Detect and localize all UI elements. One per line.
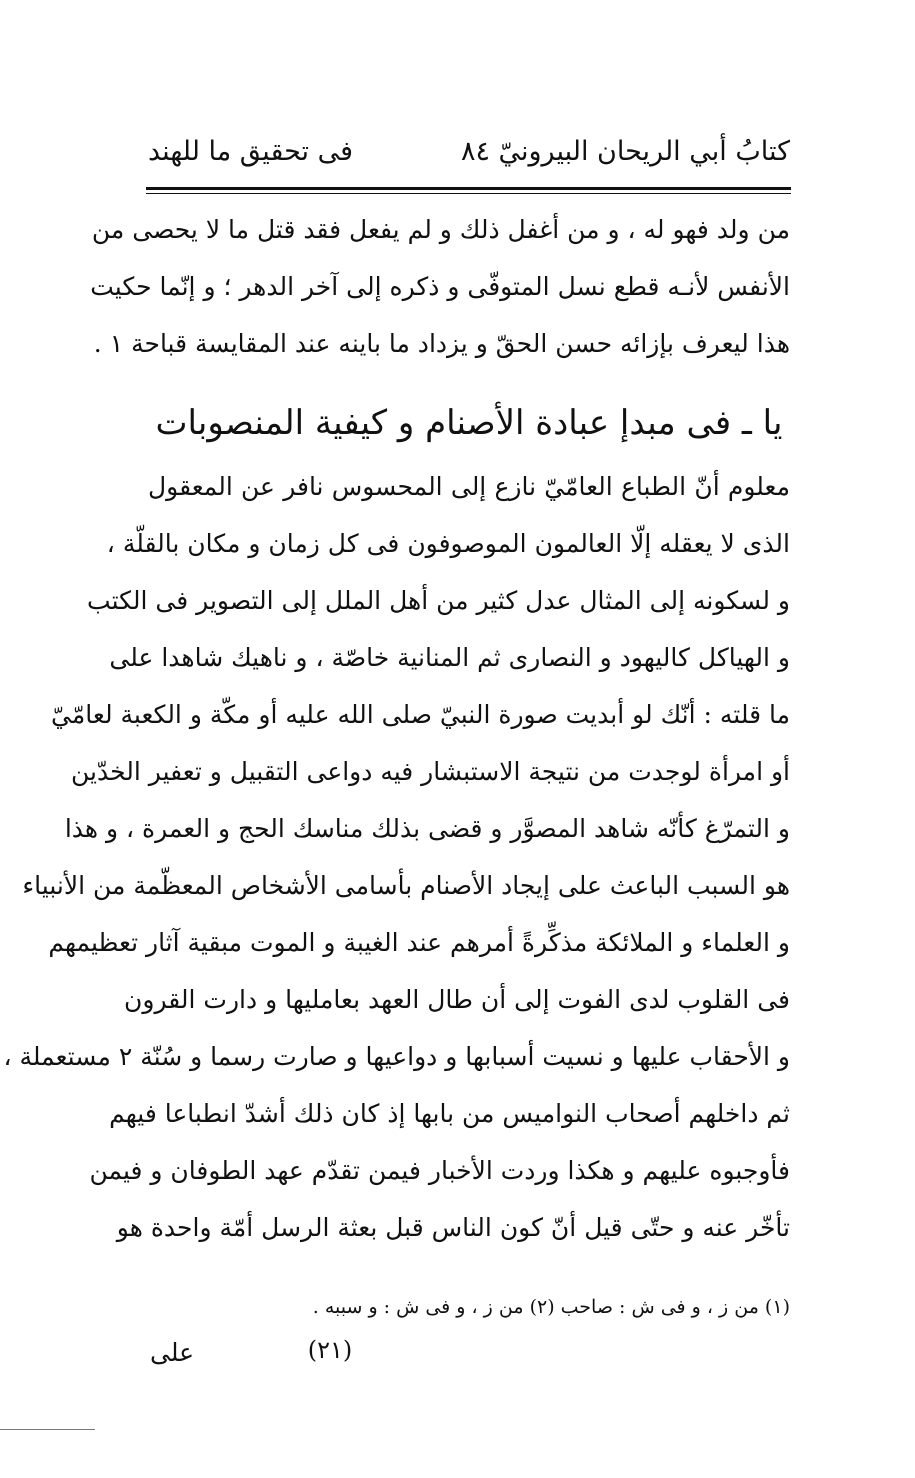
- text-line: و الهياكل كاليهود و النصارى ثم المنانية خاصّة ، و ناهيك شاهدا على: [109, 643, 790, 672]
- text-line: فأوجبوه عليهم و هكذا وردت الأخبار فيمن تقدّم عهد الطوفان و فيمن: [89, 1156, 790, 1185]
- page-edge-line: [0, 1429, 95, 1430]
- text-line: الذى لا يعقله إلّا العالمون الموصوفون فى كل زمان و مكان بالقلّة ،: [106, 529, 790, 558]
- running-head-book-title: كتابُ أبي الريحان البيرونيّ: [498, 136, 790, 167]
- text-line: تأخّر عنه و حتّى قيل أنّ كون الناس قبل بعثة الرسل أمّة واحدة هو: [116, 1213, 790, 1242]
- page-number: ٨٤: [460, 136, 490, 167]
- running-head-subtitle: فى تحقيق ما للهند: [148, 136, 354, 167]
- body-paragraph: [3, 458, 790, 1256]
- text-line: و لسكونه إلى المثال عدل كثير من أهل الملل إلى التصوير فى الكتب: [87, 586, 790, 615]
- text-line: ثم داخلهم أصحاب النواميس من بابها إذ كان ذلك أشدّ انطباعا فيهم: [109, 1099, 790, 1128]
- text-line: فى القلوب لدى الفوت إلى أن طال العهد بعامليها و دارت القرون: [124, 985, 790, 1014]
- footnotes: (١) من ز ، و فى ش : صاحب (٢) من ز ، و فى ش : و سببه .: [312, 1296, 790, 1318]
- text-line: ما قلته : أنّك لو أبديت صورة النبيّ صلى الله عليه أو مكّة و الكعبة لعامّيّ: [51, 700, 790, 729]
- signature-mark: (٢١): [307, 1336, 353, 1364]
- text-line: أو امرأة لوجدت من نتيجة الاستبشار فيه دواعى التقبيل و تعفير الخدّين: [71, 757, 790, 786]
- text-line: و الأحقاب عليها و نسيت أسبابها و دواعيها و صارت رسما و سُنّة ٢ مستعملة ،: [3, 1042, 790, 1071]
- header-rule-thick: [146, 187, 791, 190]
- text-line: و التمرّغ كأنّه شاهد المصوَّر و قضى بذلك مناسك الحج و العمرة ، و هذا: [64, 814, 790, 843]
- text-line: الأنفس لأنـه قطع نسل المتوفّى و ذكره إلى آخر الدهر ؛ و إنّما حكيت: [90, 272, 790, 301]
- running-head: [148, 136, 790, 186]
- text-line: و العلماء و الملائكة مذكِّرةً أمرهم عند الغيبة و الموت مبقية آثار تعظيمهم: [48, 928, 790, 957]
- text-line: هذا ليعرف بإزائه حسن الحقّ و يزداد ما باينه عند المقايسة قباحة ١ .: [93, 329, 790, 358]
- section-heading: يا ـ فى مبدإ عبادة الأصنام و كيفية المنصوبات: [155, 403, 783, 443]
- catchword: على: [150, 1338, 195, 1367]
- intro-paragraph: [90, 201, 790, 372]
- text-line: معلوم أنّ الطباع العامّيّ نازع إلى المحسوس نافر عن المعقول: [148, 472, 790, 501]
- header-rule-thin: [146, 193, 791, 194]
- text-line: هو السبب الباعث على إيجاد الأصنام بأسامى الأشخاص المعظّمة من الأنبياء: [22, 871, 790, 900]
- text-line: من ولد فهو له ، و من أغفل ذلك و لم يفعل فقد قتل ما لا يحصى من: [91, 215, 790, 244]
